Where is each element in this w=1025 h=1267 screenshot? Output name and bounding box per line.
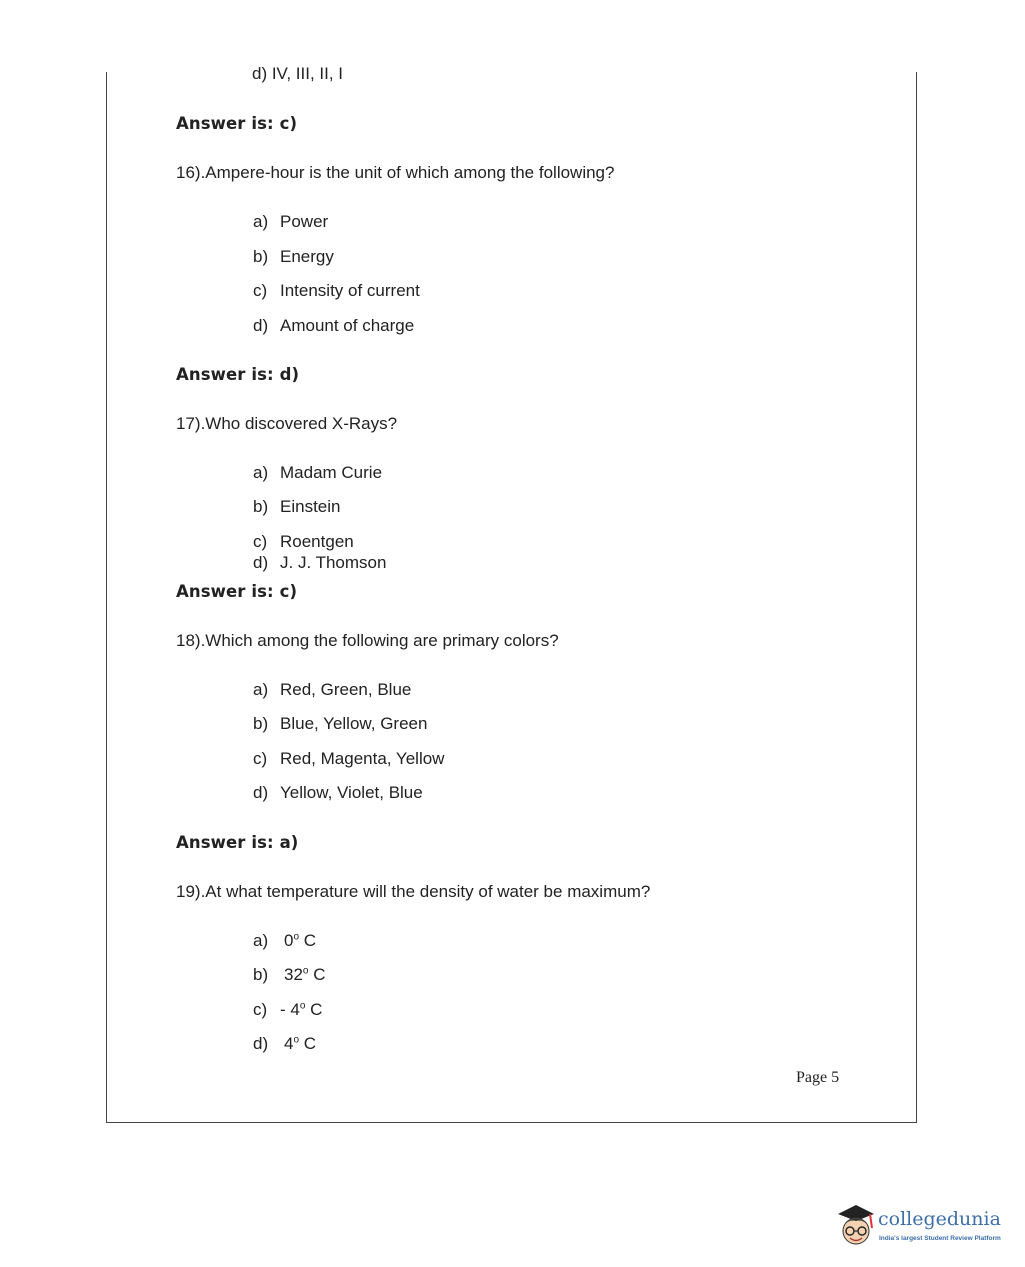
- question-16: 16).Ampere-hour is the unit of which among the following?: [176, 163, 615, 182]
- question-18: 18).Which among the following are primary colors?: [176, 631, 559, 650]
- option-19d: d) 4$^o$ C: [253, 1034, 317, 1053]
- answer-16: Answer is: d): [176, 365, 300, 384]
- answer-15: Answer is: c): [176, 114, 298, 133]
- question-19: 19).At what temperature will the density of water be maximum?: [176, 882, 651, 901]
- option-19a: a) 0$^o$ C: [253, 931, 317, 950]
- option-17b: b) Einstein: [253, 497, 341, 516]
- question-17: 17).Who discovered X-Rays?: [176, 414, 398, 433]
- option-16c: c) Intensity of current: [253, 281, 420, 300]
- option-18d: d) Yellow, Violet, Blue: [253, 783, 423, 802]
- option-16b: b) Energy: [253, 247, 334, 266]
- brand-name: collegedunia: [878, 1208, 1001, 1230]
- cut-off-option: d) IV, III, II, I: [252, 64, 344, 83]
- option-16d: d) Amount of charge: [253, 316, 415, 335]
- answer-18: Answer is: a): [176, 833, 299, 852]
- option-17a: a) Madam Curie: [253, 463, 383, 482]
- option-17d: d) J. J. Thomson: [253, 553, 387, 572]
- option-16a: a) Power: [253, 212, 329, 231]
- option-19c: c) - 4$^o$ C: [253, 1000, 323, 1019]
- page-number: Page 5: [796, 1069, 840, 1086]
- brand-tagline: India's largest Student Review Platform: [879, 1235, 1001, 1242]
- option-17c: c) Roentgen: [253, 532, 354, 551]
- answer-17: Answer is: c): [176, 582, 298, 601]
- option-18b: b) Blue, Yellow, Green: [253, 714, 428, 733]
- option-19b: b) 32$^o$ C: [253, 965, 326, 984]
- option-18a: a) Red, Green, Blue: [253, 680, 412, 699]
- option-18c: c) Red, Magenta, Yellow: [253, 749, 445, 768]
